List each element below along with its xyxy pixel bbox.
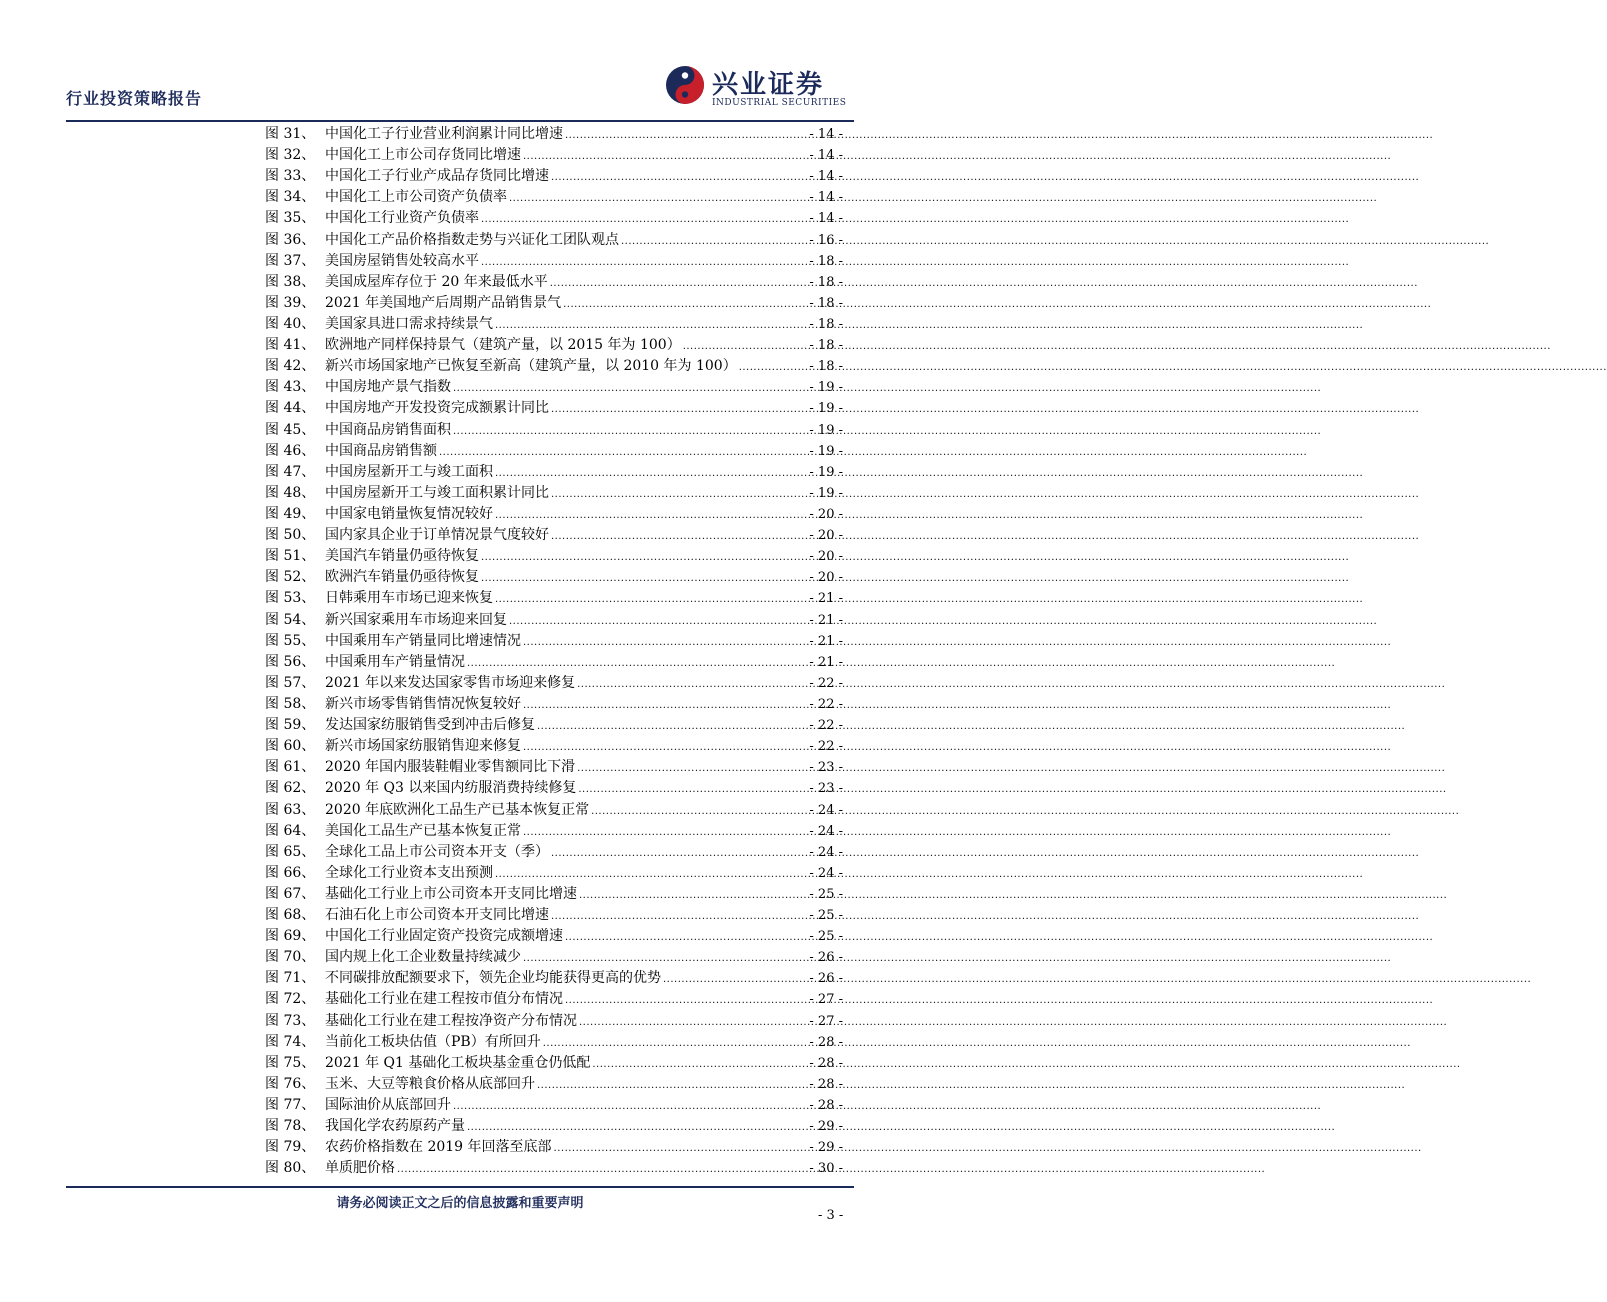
figure-page-number: - 25 -	[809, 886, 843, 902]
figure-number: 图 49、	[265, 505, 316, 522]
figure-page-number: - 14 -	[809, 190, 843, 206]
figure-number: 图 47、	[265, 463, 316, 480]
dot-leader	[439, 441, 807, 463]
figure-title: 中国房地产开发投资完成额累计同比	[325, 400, 549, 417]
toc-entry[interactable]	[265, 631, 843, 652]
figure-title: 2020 年底欧洲化工品生产已基本恢复正常	[325, 801, 590, 818]
toc-entry[interactable]	[265, 926, 843, 947]
toc-entry[interactable]	[265, 947, 843, 968]
figure-number: 图 38、	[265, 273, 316, 290]
toc-entry[interactable]	[265, 483, 843, 504]
figure-page-number: - 19 -	[809, 380, 843, 396]
toc-entry[interactable]	[265, 420, 843, 441]
dot-leader	[551, 398, 807, 420]
figure-page-number: - 27 -	[809, 1013, 843, 1029]
toc-entry[interactable]	[265, 1137, 843, 1158]
toc-entry[interactable]	[265, 1011, 843, 1032]
figure-page-number: - 18 -	[809, 338, 843, 354]
company-logo-icon	[664, 64, 706, 106]
figure-page-number: - 26 -	[809, 950, 843, 966]
figure-title: 单质肥价格	[325, 1160, 395, 1177]
figure-number: 图 65、	[265, 843, 316, 860]
figure-title: 中国商品房销售额	[325, 442, 437, 459]
toc-entry[interactable]	[265, 989, 843, 1010]
figure-page-number: - 19 -	[809, 401, 843, 417]
toc-entry[interactable]	[265, 525, 843, 546]
figure-title: 基础化工行业在建工程按市值分布情况	[325, 991, 563, 1008]
figure-title: 中国化工行业固定资产投资完成额增速	[325, 928, 563, 945]
figure-page-number: - 28 -	[809, 1055, 843, 1071]
dot-leader	[481, 251, 807, 273]
figure-title: 全球化工行业资本支出预测	[325, 864, 493, 881]
dot-leader	[481, 208, 807, 230]
figure-number: 图 70、	[265, 949, 316, 966]
toc-entry[interactable]	[265, 715, 843, 736]
figure-page-number: - 18 -	[809, 253, 843, 269]
figure-number: 图 43、	[265, 379, 316, 396]
toc-entry[interactable]	[265, 356, 843, 377]
figure-title: 新兴国家乘用车市场迎来回复	[325, 611, 507, 628]
dot-leader	[592, 1053, 807, 1075]
figure-page-number: - 24 -	[809, 802, 843, 818]
figure-page-number: - 28 -	[809, 1034, 843, 1050]
figure-number: 图 57、	[265, 674, 316, 691]
toc-entry[interactable]	[265, 398, 843, 419]
dot-leader	[683, 335, 808, 357]
figure-number: 图 71、	[265, 970, 316, 987]
figure-number: 图 76、	[265, 1075, 316, 1092]
figure-page-number: - 18 -	[809, 359, 843, 375]
figure-page-number: - 30 -	[809, 1161, 843, 1177]
dot-leader	[579, 1011, 807, 1033]
figure-number: 图 66、	[265, 864, 316, 881]
figure-page-number: - 18 -	[809, 274, 843, 290]
dot-leader	[509, 187, 807, 209]
figure-title: 新兴市场国家纺服销售迎来修复	[325, 738, 521, 755]
dot-leader	[495, 314, 807, 336]
figure-title: 美国房屋销售处较高水平	[325, 252, 479, 269]
figure-number: 图 32、	[265, 147, 316, 164]
figure-title: 中国乘用车产销量情况	[325, 653, 465, 670]
figure-page-number: - 20 -	[809, 549, 843, 565]
dot-leader	[591, 800, 807, 822]
logo-english-name: INDUSTRIAL SECURITIES	[712, 98, 847, 108]
toc-entry[interactable]	[265, 800, 843, 821]
figure-title: 基础化工行业上市公司资本开支同比增速	[325, 885, 577, 902]
figure-number: 图 51、	[265, 548, 316, 565]
figure-page-number: - 20 -	[809, 570, 843, 586]
dot-leader	[495, 588, 807, 610]
header-divider	[66, 120, 854, 122]
figure-number: 图 54、	[265, 611, 316, 628]
figure-number: 图 69、	[265, 928, 316, 945]
figure-number: 图 34、	[265, 189, 316, 206]
toc-entry[interactable]	[265, 335, 843, 356]
toc-entry[interactable]	[265, 462, 843, 483]
figure-number: 图 77、	[265, 1097, 316, 1114]
figure-page-number: - 19 -	[809, 485, 843, 501]
toc-entry[interactable]	[265, 441, 843, 462]
toc-entry[interactable]	[265, 1095, 843, 1116]
figure-page-number: - 24 -	[809, 844, 843, 860]
figure-title: 中国房屋新开工与竣工面积累计同比	[325, 484, 549, 501]
figure-title: 中国房地产景气指数	[325, 379, 451, 396]
figure-number: 图 58、	[265, 695, 316, 712]
figure-page-number: - 19 -	[809, 422, 843, 438]
figure-title: 欧洲地产同样保持景气（建筑产量，以 2015 年为 100）	[325, 337, 681, 354]
dot-leader	[554, 1137, 808, 1159]
dot-leader	[523, 631, 807, 653]
toc-entry[interactable]	[265, 293, 843, 314]
dot-leader	[495, 504, 807, 526]
toc-entry[interactable]	[265, 884, 843, 905]
figure-title: 发达国家纺服销售受到冲击后修复	[325, 717, 535, 734]
figure-number: 图 39、	[265, 294, 316, 311]
footer-divider	[66, 1186, 854, 1188]
dot-leader	[453, 377, 807, 399]
dot-leader	[579, 884, 807, 906]
dot-leader	[663, 968, 807, 990]
toc-entry[interactable]	[265, 1074, 843, 1095]
toc-entry[interactable]	[265, 187, 843, 208]
dot-leader	[577, 673, 807, 695]
toc-entry[interactable]	[265, 504, 843, 525]
figure-page-number: - 24 -	[809, 823, 843, 839]
figure-title: 日韩乘用车市场已迎来恢复	[325, 590, 493, 607]
dot-leader	[551, 525, 807, 547]
figure-page-number: - 21 -	[809, 612, 843, 628]
figure-number: 图 50、	[265, 527, 316, 544]
company-logo	[664, 64, 854, 114]
dot-leader	[467, 652, 807, 674]
dot-leader	[481, 546, 807, 568]
toc-entry[interactable]	[265, 314, 843, 335]
figure-number: 图 35、	[265, 210, 316, 227]
figure-page-number: - 14 -	[809, 169, 843, 185]
toc-entry[interactable]	[265, 778, 843, 799]
toc-entry[interactable]	[265, 905, 843, 926]
figure-number: 图 80、	[265, 1160, 316, 1177]
figure-title: 我国化学农药原药产量	[325, 1118, 465, 1135]
toc-entry[interactable]	[265, 588, 843, 609]
figure-number: 图 55、	[265, 632, 316, 649]
dot-leader	[551, 483, 807, 505]
toc-entry[interactable]	[265, 251, 843, 272]
toc-entry[interactable]	[265, 272, 843, 293]
toc-entry[interactable]	[265, 610, 843, 631]
figure-number: 图 36、	[265, 231, 316, 248]
toc-entry[interactable]	[265, 208, 843, 229]
figure-number: 图 72、	[265, 991, 316, 1008]
figure-page-number: - 20 -	[809, 506, 843, 522]
figure-page-number: - 26 -	[809, 971, 843, 987]
figure-title: 2020 年国内服装鞋帽业零售额同比下滑	[325, 759, 576, 776]
figure-page-number: - 19 -	[809, 464, 843, 480]
figure-title: 玉米、大豆等粮食价格从底部回升	[325, 1075, 535, 1092]
figure-title: 不同碳排放配额要求下，领先企业均能获得更高的优势	[325, 970, 661, 987]
figure-page-number: - 22 -	[809, 739, 843, 755]
toc-entry[interactable]	[265, 1116, 843, 1137]
figure-page-number: - 23 -	[809, 760, 843, 776]
figure-number: 图 33、	[265, 168, 316, 185]
figure-number: 图 41、	[265, 337, 316, 354]
figure-number: 图 74、	[265, 1033, 316, 1050]
dot-leader	[739, 356, 808, 378]
figure-title: 中国化工子行业营业利润累计同比增速	[325, 126, 563, 142]
dot-leader	[563, 293, 807, 315]
dot-leader	[397, 1158, 807, 1180]
figure-title: 2021 年美国地产后周期产品销售景气	[325, 294, 562, 311]
figure-table-of-contents	[265, 124, 843, 1179]
dot-leader	[565, 926, 807, 948]
figure-number: 图 75、	[265, 1054, 316, 1071]
figure-page-number: - 16 -	[809, 232, 843, 248]
figure-page-number: - 27 -	[809, 992, 843, 1008]
figure-page-number: - 20 -	[809, 528, 843, 544]
figure-number: 图 79、	[265, 1139, 316, 1156]
disclaimer-notice: 请务必阅读正文之后的信息披露和重要声明	[336, 1196, 584, 1211]
toc-entry[interactable]	[265, 546, 843, 567]
figure-number: 图 31、	[265, 126, 316, 142]
figure-page-number: - 22 -	[809, 675, 843, 691]
dot-leader	[551, 166, 807, 188]
toc-entry[interactable]	[265, 230, 843, 251]
figure-number: 图 42、	[265, 358, 316, 375]
figure-number: 图 48、	[265, 484, 316, 501]
figure-title: 美国成屋库存位于 20 年来最低水平	[325, 273, 548, 290]
dot-leader	[509, 610, 807, 632]
dot-leader	[523, 947, 807, 969]
figure-page-number: - 22 -	[809, 718, 843, 734]
dot-leader	[578, 778, 807, 800]
figure-title: 中国化工产品价格指数走势与兴证化工团队观点	[325, 231, 619, 248]
figure-number: 图 45、	[265, 421, 316, 438]
figure-title: 农药价格指数在 2019 年回落至底部	[325, 1139, 552, 1156]
toc-entry[interactable]	[265, 652, 843, 673]
dot-leader	[523, 736, 807, 758]
toc-entry[interactable]	[265, 1032, 843, 1053]
figure-title: 欧洲汽车销量仍亟待恢复	[325, 569, 479, 586]
toc-entry[interactable]	[265, 145, 843, 166]
figure-title: 中国化工行业资产负债率	[325, 210, 479, 227]
dot-leader	[467, 1116, 807, 1138]
toc-entry[interactable]	[265, 377, 843, 398]
figure-title: 中国房屋新开工与竣工面积	[325, 463, 493, 480]
toc-entry[interactable]	[265, 124, 843, 145]
dot-leader	[543, 1032, 808, 1054]
toc-entry[interactable]	[265, 694, 843, 715]
dot-leader	[537, 1074, 807, 1096]
figure-number: 图 56、	[265, 653, 316, 670]
figure-title: 中国商品房销售面积	[325, 421, 451, 438]
figure-number: 图 78、	[265, 1118, 316, 1135]
figure-title: 国内家具企业于订单情况景气度较好	[325, 527, 549, 544]
figure-title: 中国乘用车产销量同比增速情况	[325, 632, 521, 649]
dot-leader	[495, 863, 807, 885]
figure-title: 全球化工品上市公司资本开支（季）	[325, 843, 549, 860]
toc-entry[interactable]	[265, 567, 843, 588]
figure-title: 中国化工上市公司资产负债率	[325, 189, 507, 206]
figure-page-number: - 18 -	[809, 295, 843, 311]
figure-page-number: - 21 -	[809, 654, 843, 670]
toc-entry[interactable]	[265, 1158, 843, 1179]
toc-entry[interactable]	[265, 736, 843, 757]
figure-page-number: - 23 -	[809, 781, 843, 797]
figure-page-number: - 28 -	[809, 1076, 843, 1092]
figure-number: 图 46、	[265, 442, 316, 459]
figure-number: 图 52、	[265, 569, 316, 586]
figure-page-number: - 19 -	[809, 443, 843, 459]
dot-leader	[551, 842, 807, 864]
figure-page-number: - 25 -	[809, 929, 843, 945]
dot-leader	[565, 989, 807, 1011]
toc-entry[interactable]	[265, 757, 843, 778]
figure-title: 中国化工上市公司存货同比增速	[325, 147, 521, 164]
figure-number: 图 67、	[265, 885, 316, 902]
figure-number: 图 53、	[265, 590, 316, 607]
figure-number: 图 59、	[265, 717, 316, 734]
figure-title: 当前化工板块估值（PB）有所回升	[325, 1033, 541, 1050]
toc-entry[interactable]	[265, 166, 843, 187]
figure-number: 图 63、	[265, 801, 316, 818]
figure-title: 2021 年 Q1 基础化工板块基金重仓仍低配	[325, 1054, 591, 1071]
figure-page-number: - 25 -	[809, 908, 843, 924]
report-type-label: 行业投资策略报告	[66, 89, 203, 108]
figure-title: 美国汽车销量仍亟待恢复	[325, 548, 479, 565]
figure-title: 国内规上化工企业数量持续减少	[325, 949, 521, 966]
dot-leader	[565, 124, 807, 146]
page-number: - 3 -	[818, 1208, 844, 1223]
dot-leader	[481, 567, 807, 589]
figure-page-number: - 14 -	[809, 211, 843, 227]
figure-number: 图 68、	[265, 907, 316, 924]
toc-entry[interactable]	[265, 968, 843, 989]
toc-entry[interactable]	[265, 863, 843, 884]
figure-title: 美国化工品生产已基本恢复正常	[325, 822, 521, 839]
figure-title: 新兴市场国家地产已恢复至新高（建筑产量，以 2010 年为 100）	[325, 358, 737, 375]
dot-leader	[523, 821, 807, 843]
figure-number: 图 40、	[265, 315, 316, 332]
figure-page-number: - 18 -	[809, 316, 843, 332]
figure-title: 国际油价从底部回升	[325, 1097, 451, 1114]
figure-title: 新兴市场零售销售情况恢复较好	[325, 695, 521, 712]
logo-chinese-name: 兴业证券	[712, 70, 825, 100]
dot-leader	[537, 715, 807, 737]
figure-title: 2021 年以来发达国家零售市场迎来修复	[325, 674, 576, 691]
dot-leader	[453, 1095, 807, 1117]
toc-entry[interactable]	[265, 673, 843, 694]
dot-leader	[550, 272, 808, 294]
figure-number: 图 73、	[265, 1012, 316, 1029]
figure-title: 2020 年 Q3 以来国内纺服消费持续修复	[325, 780, 577, 797]
figure-title: 石油石化上市公司资本开支同比增速	[325, 907, 549, 924]
dot-leader	[523, 145, 807, 167]
dot-leader	[621, 230, 807, 252]
figure-number: 图 61、	[265, 759, 316, 776]
figure-number: 图 44、	[265, 400, 316, 417]
toc-entry[interactable]	[265, 821, 843, 842]
dot-leader	[495, 462, 807, 484]
figure-number: 图 60、	[265, 738, 316, 755]
figure-title: 中国家电销量恢复情况较好	[325, 505, 493, 522]
figure-page-number: - 28 -	[809, 1098, 843, 1114]
figure-page-number: - 29 -	[809, 1119, 843, 1135]
figure-page-number: - 14 -	[809, 127, 843, 142]
figure-page-number: - 14 -	[809, 148, 843, 164]
dot-leader	[453, 420, 807, 442]
figure-page-number: - 21 -	[809, 591, 843, 607]
toc-entry[interactable]	[265, 1053, 843, 1074]
figure-page-number: - 29 -	[809, 1140, 843, 1156]
figure-title: 中国化工子行业产成品存货同比增速	[325, 168, 549, 185]
figure-title: 基础化工行业在建工程按净资产分布情况	[325, 1012, 577, 1029]
figure-number: 图 64、	[265, 822, 316, 839]
dot-leader	[551, 905, 807, 927]
toc-entry[interactable]	[265, 842, 843, 863]
figure-title: 美国家具进口需求持续景气	[325, 315, 493, 332]
figure-page-number: - 22 -	[809, 696, 843, 712]
figure-number: 图 62、	[265, 780, 316, 797]
figure-page-number: - 24 -	[809, 865, 843, 881]
dot-leader	[523, 694, 807, 716]
figure-number: 图 37、	[265, 252, 316, 269]
dot-leader	[577, 757, 807, 779]
page-header	[0, 0, 920, 125]
figure-page-number: - 21 -	[809, 633, 843, 649]
